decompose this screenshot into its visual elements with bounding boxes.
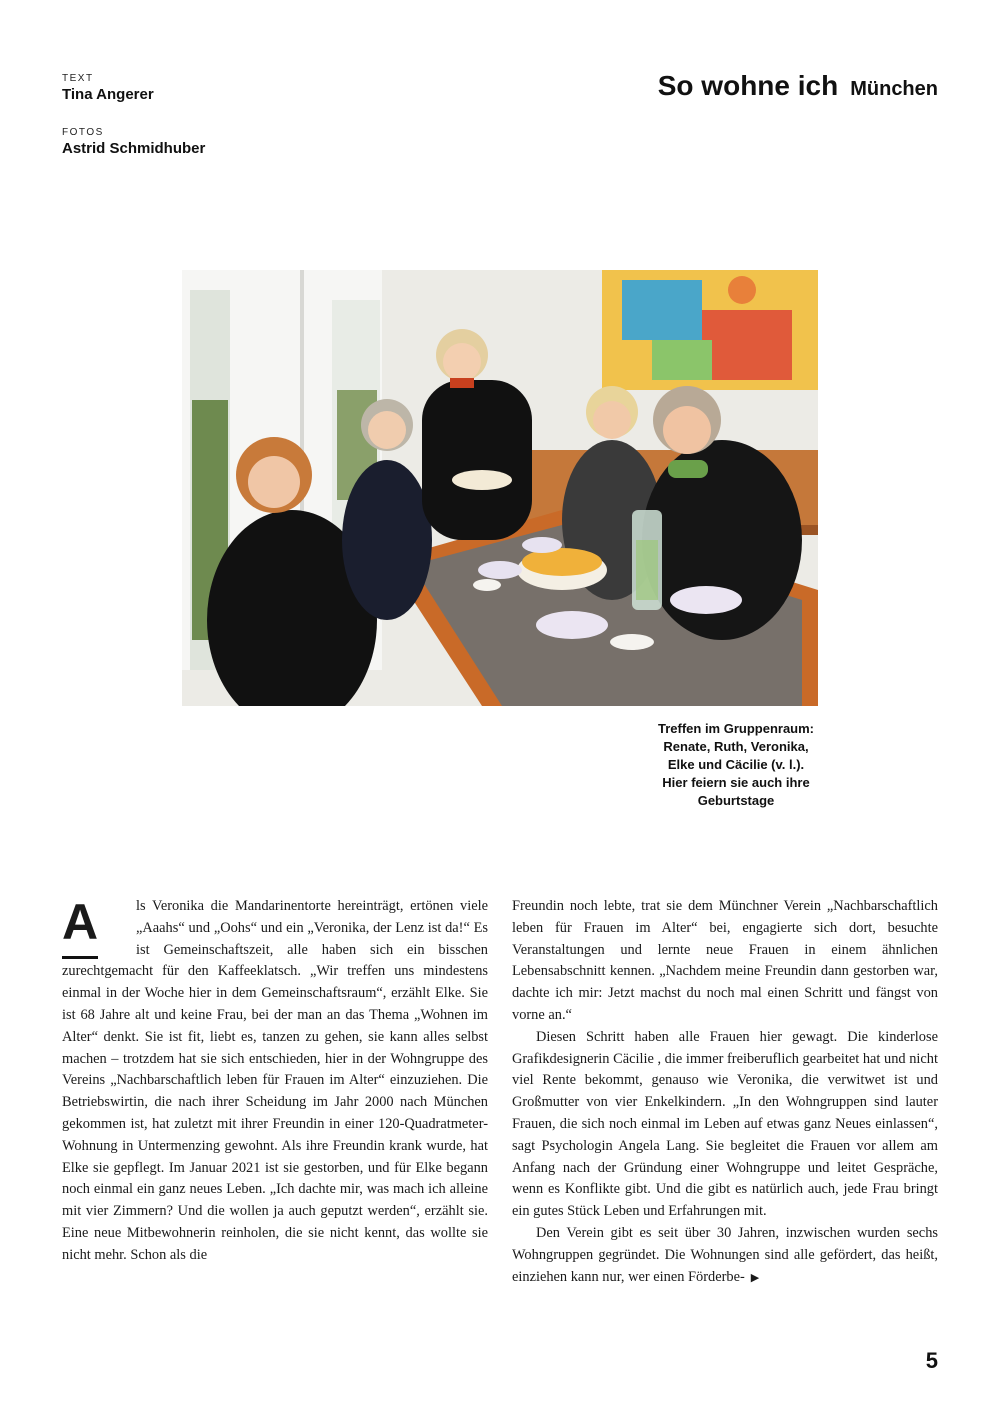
article-paragraph: Diesen Schritt haben alle Frauen hier gewagt. Die kinderlose Grafikdesignerin Cäcilie , die immer freiberuflich gearbeitet hat und nicht viel Rente bekommt, genauso wie Veronika, die verwitwet ist und Großmutter von vier Enkelkindern. „In den Wohngruppen sind lauter Frauen, die sich noch einmal im Leben auf etwas ganz Neues einlassen“, sagt Psychologin Angela Lang. Sie begleitet die Frauen vor allem am Anfang nach der Gründung einer Wohngruppe und leitet Gespräche, wenn es Konflikte gibt. Und die gibt es natürlich auch, jede Frau bringt ein gutes Stück Leben und Erfahrungen mit. [512,1028,938,1220]
photo-credit-name: Astrid Schmidhuber [62,140,206,157]
author-credits [62,72,205,180]
article-paragraph: Freundin noch lebte, trat sie dem Münchner Verein „Nachbarschaftlich leben für Frauen im Alter“ bei, engagierte sich dort, besuchte Veranstaltungen und lernte neue Frauen in einem ähnlichen Lebensabschnitt kennen. „Nachdem meine Freundin dann gestorben war, dachte ich mir: Jetzt machst du noch mal einen Schritt und fängst von vorne an.“ [512,898,938,1023]
drop-cap-letter: A [62,894,99,950]
drop-cap [62,894,124,960]
caption-line: Elke und Cäcilie (v. l.). [667,757,805,772]
section-city: München [850,78,938,100]
article-paragraph [512,1223,938,1289]
caption-line: Renate, Ruth, Veronika, [663,739,809,754]
caption-line: Hier feiern sie auch ihre [662,775,810,790]
photo-credit-label: FOTOS [62,127,104,138]
caption-line: Geburtstage [697,793,775,808]
article-paragraph: ls Veronika die Mandarinentorte hereinträgt, ertönen viele „Aaahs“ und „Oohs“ und ein „Veronika, der Lenz ist da!“ Es ist Gemeinschaftszeit, alle haben sich ein bisschen zurechtgemacht für den Kaffeeklatsch. „Wir treffen uns mindestens einmal in der Woche hier in dem Gemeinschaftsraum“, erzählt Elke. Sie ist 68 Jahre alt und keine Frau, bei der man an das Thema „Wohnen im Alter“ denkt. Sie ist fit, liebt es, tanzen zu gehen, sie kann alles selbst machen – trotzdem hat sie sich entschieden, hier in der Wohngruppe des Vereins „Nachbarschaftlich leben für Frauen im Alter“ einzuziehen. Die Betriebswirtin, die nach ihrer Scheidung im Jahr 2000 nach München gekommen ist, hat zuletzt mit ihrer Freundin in einer 120-Quadratmeter-Wohnung in Untermenzing gewohnt. Als ihre Freundin krank wurde, hat Elke sie gepflegt. Im Januar 2021 ist sie gestorben, und für Elke begann noch einmal ein ganz neues Leben. „Ich dachte mir, was mach ich alleine mit vier Zimmern? Und die wollen ja auch geputzt werden“, erzählt sie. Eine neue Mitbewohnerin reinholen, die sie nicht kennt, das wollte sie nicht mehr. Schon als die [62,898,488,1263]
group-photo [182,270,818,706]
drop-cap-rule [62,956,98,959]
section-header [658,70,938,102]
section-title: So wohne ich [657,70,839,101]
article-column-2 [512,896,938,1289]
article-paragraph-text: Den Verein gibt es seit über 30 Jahren, inzwischen wurden sechs Wohngruppen gegründet. Die Wohnungen sind alle gefördert, das heißt, einziehen kann nur, wer einen Förderbe- [512,1224,938,1285]
article-column-1 [62,896,488,1267]
continue-arrow-icon: ▶ [750,1271,760,1284]
text-credit-name: Tina Angerer [62,86,154,103]
page-number: 5 [925,1348,938,1373]
text-credit-label: TEXT [62,73,94,84]
caption-line: Treffen im Gruppenraum: [657,721,815,736]
photo-caption [620,720,852,810]
